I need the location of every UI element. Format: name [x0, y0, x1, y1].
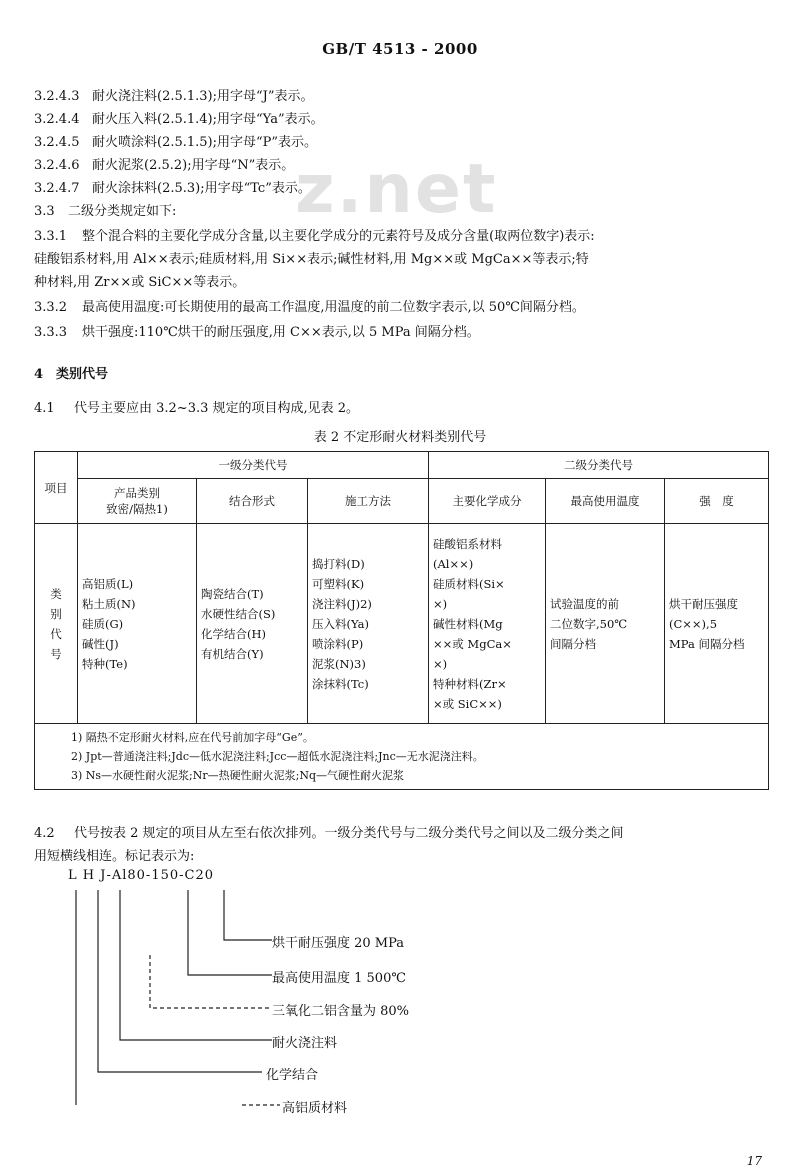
clause-3244: 3.2.4.4 耐火压入料(2.5.1.4);用字母“Ya”表示。 [34, 112, 324, 127]
table-note-3: 3) Ns—水硬性耐火泥浆;Nr—热硬性耐火泥浆;Nq—气硬性耐火泥浆 [71, 769, 405, 782]
page-number: 17 [746, 1154, 762, 1168]
method-cell: 捣打料(D) 可塑料(K) 浇注料(J)2) 压入料(Ya) 喷涂料(P) 泥浆(N)3) 涂抹料(Tc) [308, 524, 429, 724]
label-chemical-bond: 化学结合 [266, 1068, 319, 1083]
clause-333: 3.3.3 烘干强度:110℃烘干的耐压强度,用 C××表示,以 5 MPa 间隔分档。 [34, 325, 480, 340]
line-alumina [150, 955, 272, 1008]
label-castable: 耐火浇注料 [272, 1036, 338, 1051]
row-label: 类 别 代 号 [35, 524, 78, 724]
temp-header: 最高使用温度 [546, 479, 665, 524]
clause-33: 3.3 二级分类规定如下: [34, 204, 177, 219]
strength-header: 强 度 [665, 479, 769, 524]
clause-41: 4.1 代号主要应由 3.2~3.3 规定的项目构成,见表 2。 [34, 401, 360, 416]
line-chemical-bond [98, 890, 262, 1072]
clause-3247: 3.2.4.7 耐火涂抹料(2.5.3);用字母“Tc”表示。 [34, 181, 311, 196]
label-high-alumina: 高铝质材料 [282, 1101, 348, 1116]
label-alumina: 三氧化二铝含量为 80% [272, 1004, 410, 1019]
group1-header: 一级分类代号 [78, 452, 429, 479]
table-note-1: 1) 隔热不定形耐火材料,应在代号前加字母“Ge”。 [71, 731, 314, 744]
marking-code: L H J-Al80-150-C20 [68, 868, 215, 883]
product-header: 产品类别 致密/隔热1) [78, 479, 197, 524]
chem-cell: 硅酸铝系材料 (Al××) 硅质材料(Si× ×) 碱性材料(Mg ××或 MgCa× ×) 特种材料(Zr× ×或 SiC××) [429, 524, 546, 724]
section-4-heading: 4 类别代号 [34, 367, 109, 382]
col-item-header: 项目 [35, 452, 78, 524]
bond-header: 结合形式 [197, 479, 308, 524]
clause-331-line1: 3.3.1 整个混合料的主要化学成分含量,以主要化学成分的元素符号及成分含量(取两位数字)表示: [34, 229, 595, 244]
product-cell: 高铝质(L) 粘土质(N) 硅质(G) 碱性(J) 特种(Te) [78, 524, 197, 724]
strength-cell: 烘干耐压强度 (C××),5 MPa 间隔分档 [665, 524, 769, 724]
method-header: 施工方法 [308, 479, 429, 524]
label-temperature: 最高使用温度 1 500℃ [272, 971, 406, 986]
clause-42-line1: 4.2 代号按表 2 规定的项目从左至右依次排列。一级分类代号与二级分类代号之间以及二级分类之间 [34, 826, 624, 841]
group2-header: 二级分类代号 [429, 452, 769, 479]
clause-331-line3: 种材料,用 Zr××或 SiC××等表示。 [34, 275, 246, 290]
clause-3245: 3.2.4.5 耐火喷涂料(2.5.1.5);用字母“P”表示。 [34, 135, 318, 150]
bond-cell: 陶瓷结合(T) 水硬性结合(S) 化学结合(H) 有机结合(Y) [197, 524, 308, 724]
clause-3246: 3.2.4.6 耐火泥浆(2.5.2);用字母“N”表示。 [34, 158, 295, 173]
clause-332: 3.3.2 最高使用温度:可长期使用的最高工作温度,用温度的前二位数字表示,以 50℃间隔分档。 [34, 300, 585, 315]
clause-3243: 3.2.4.3 耐火浇注料(2.5.1.3);用字母“J”表示。 [34, 89, 314, 104]
clause-42-line2: 用短横线相连。标记表示为: [34, 849, 195, 864]
line-temperature [188, 890, 272, 975]
line-strength [224, 890, 272, 940]
chem-header: 主要化学成分 [429, 479, 546, 524]
temp-cell: 试验温度的前 二位数字,50℃ 间隔分档 [546, 524, 665, 724]
document-header: GB/T 4513 - 2000 [322, 40, 478, 58]
table-note-2: 2) Jpt—普通浇注料;Jdc—低水泥浇注料;Jcc—超低水泥浇注料;Jnc—无水泥浇注料。 [71, 750, 484, 763]
clause-331-line2: 硅酸铝系材料,用 Al××表示;硅质材料,用 Si××表示;碱性材料,用 Mg××或 MgCa××等表示;特 [34, 252, 589, 267]
line-castable [120, 890, 272, 1040]
label-strength: 烘干耐压强度 20 MPa [272, 936, 405, 951]
table-caption: 表 2 不定形耐火材料类别代号 [313, 430, 487, 445]
watermark: z.net [295, 150, 498, 229]
